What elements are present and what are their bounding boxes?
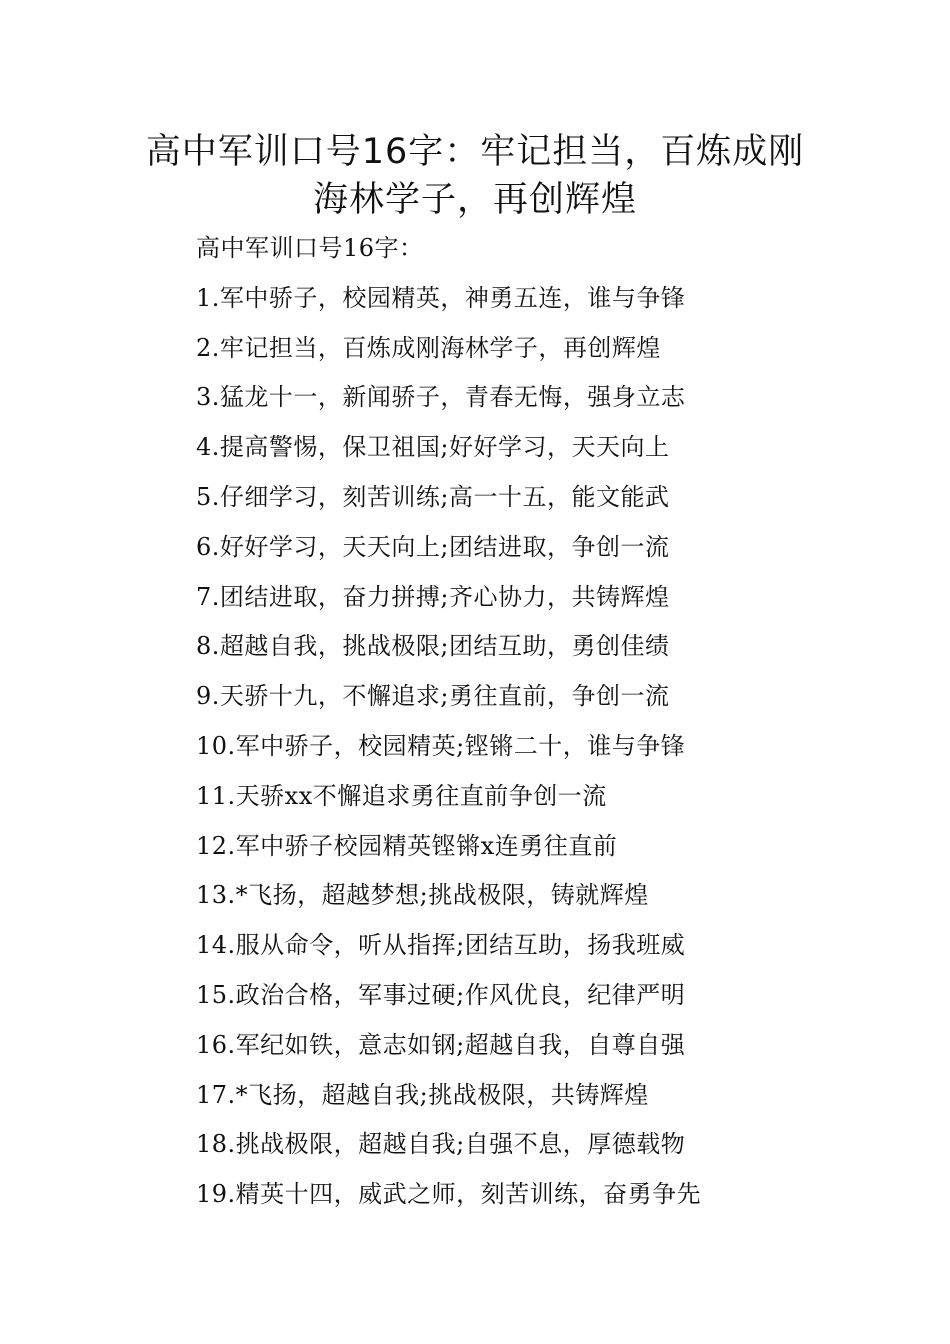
slogan-item: 18.挑战极限，超越自我;自强不息，厚德载物 [196, 1130, 686, 1159]
slogan-item: 4.提高警惕，保卫祖国;好好学习，天天向上 [196, 433, 670, 462]
slogan-item: 13.*飞扬，超越梦想;挑战极限，铸就辉煌 [196, 881, 649, 910]
slogan-item: 9.天骄十九，不懈追求;勇往直前，争创一流 [196, 682, 670, 711]
slogan-item: 10.军中骄子，校园精英;铿锵二十，谁与争锋 [196, 731, 686, 760]
slogan-item: 1.军中骄子，校园精英，神勇五连，谁与争锋 [196, 283, 686, 312]
slogan-item: 5.仔细学习，刻苦训练;高一十五，能文能武 [196, 482, 670, 511]
slogan-item: 2.牢记担当，百炼成刚海林学子，再创辉煌 [196, 333, 661, 362]
slogan-item: 14.服从命令，听从指挥;团结互助，扬我班威 [196, 931, 686, 960]
slogan-item: 16.军纪如铁，意志如钢;超越自我，自尊自强 [196, 1030, 686, 1059]
slogan-item: 15.政治合格，军事过硬;作风优良，纪律严明 [196, 980, 686, 1009]
document-title-line-1: 高中军训口号16字：牢记担当，百炼成刚 [145, 132, 805, 172]
slogan-item: 3.猛龙十一，新闻骄子，青春无悔，强身立志 [196, 383, 686, 412]
slogan-item: 6.好好学习，天天向上;团结进取，争创一流 [196, 532, 670, 561]
slogan-item: 8.超越自我，挑战极限;团结互助，勇创佳绩 [196, 632, 670, 661]
slogan-item: 19.精英十四，威武之师，刻苦训练，奋勇争先 [196, 1180, 702, 1209]
slogan-item: 17.*飞扬，超越自我;挑战极限，共铸辉煌 [196, 1080, 649, 1109]
intro-line: 高中军训口号16字： [196, 234, 424, 262]
slogan-item: 12.军中骄子校园精英铿锵x连勇往直前 [196, 831, 618, 860]
slogan-item: 11.天骄xx不懈追求勇往直前争创一流 [196, 781, 607, 810]
slogan-item: 7.团结进取，奋力拼搏;齐心协力，共铸辉煌 [196, 582, 670, 611]
document-body [196, 229, 896, 1225]
document-title-line-2: 海林学子，再创辉煌 [312, 180, 637, 220]
